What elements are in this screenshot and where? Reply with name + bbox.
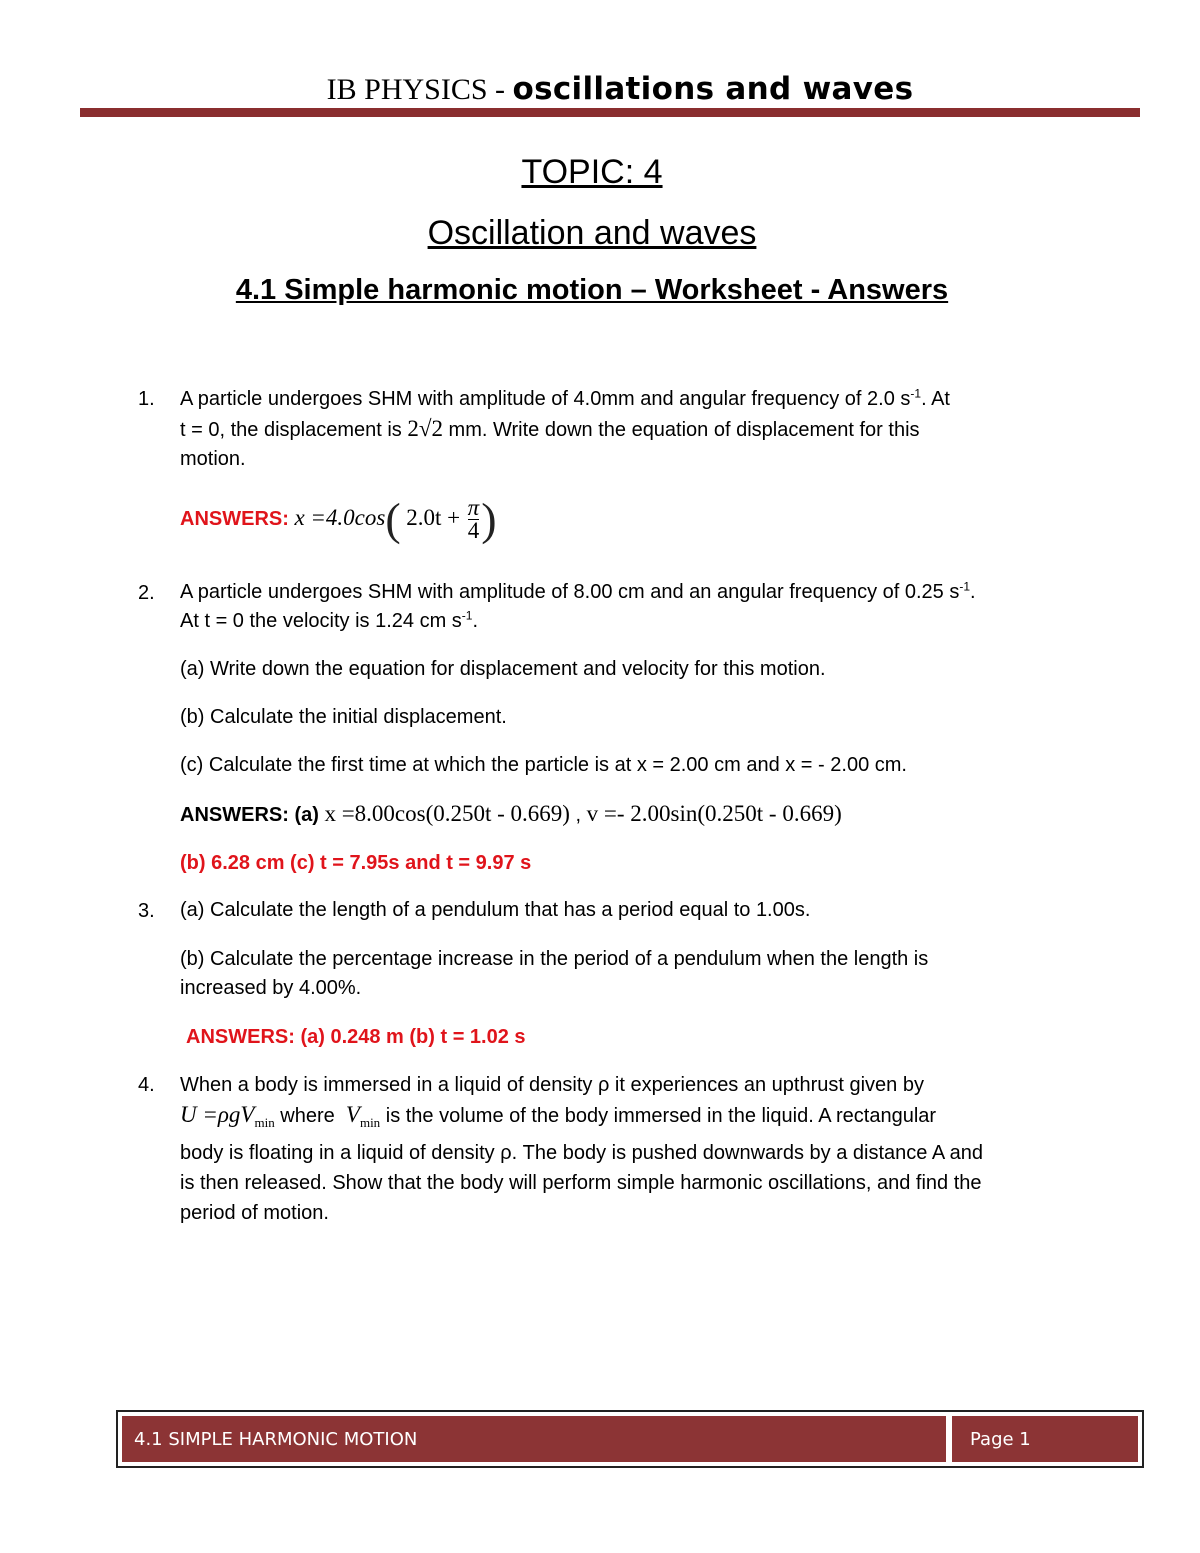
q3-part-b-line1: (b) Calculate the percentage increase in the period of a pendulum when the length is <box>180 948 929 970</box>
q2-line2-end: . <box>472 610 479 632</box>
q3-answer: ANSWERS: (a) 0.248 m (b) t = 1.02 s <box>186 1026 526 1048</box>
subtitle: 4.1 Simple harmonic motion – Worksheet - Answers <box>235 274 949 306</box>
q3-part-b <box>180 945 1080 1003</box>
q1-line2a: t = 0, the displacement is <box>180 419 402 441</box>
q4-number: 4. <box>138 1074 155 1096</box>
header-rule <box>80 108 1140 117</box>
topic-title: TOPIC: 4 <box>521 153 663 191</box>
q4-line3: body is floating in a liquid of density ρ. The body is pushed downwards by a distance A and <box>180 1142 983 1164</box>
q2-answer-x-equation: x =8.00cos(0.250t - 0.669) <box>324 801 570 826</box>
q2-answer-label: ANSWERS: (a) <box>180 804 319 826</box>
header-prefix: IB PHYSICS - <box>326 73 513 106</box>
page-footer <box>116 1410 1144 1468</box>
q4-line1: When a body is immersed in a liquid of density ρ it experiences an upthrust given by <box>180 1074 924 1096</box>
q4-text <box>180 1070 1080 1228</box>
q2-answer-a <box>180 799 1080 830</box>
q4-upthrust-subscript: min <box>254 1115 275 1130</box>
q2-line1-sup: -1 <box>959 579 971 594</box>
fraction-denominator: 4 <box>467 518 480 543</box>
q1-answer-arg: 2.0t + <box>406 504 461 530</box>
q2-line2-sup: -1 <box>461 608 473 623</box>
left-paren: ( <box>385 493 401 545</box>
q4-line4: is then released. Show that the body will perform simple harmonic oscillations, and find the <box>180 1172 982 1194</box>
q4-line2-end: is the volume of the body immersed in the liquid. A rectangular <box>385 1105 937 1127</box>
q2-answer-v-equation: v =- 2.00sin(0.250t - 0.669) <box>586 801 842 826</box>
q1-root-expression: 2√2 <box>407 416 443 441</box>
q4-volume-symbol: V <box>345 1102 360 1127</box>
q2-part-a: (a) Write down the equation for displacement and velocity for this motion. <box>180 658 826 680</box>
q1-answer-lhs: x =4.0cos <box>294 504 386 530</box>
q1-text <box>180 385 1080 474</box>
q4-line5: period of motion. <box>180 1202 329 1224</box>
q3-number: 3. <box>138 900 155 922</box>
q1-line1-end: . At <box>921 388 950 410</box>
fraction-numerator: π <box>467 495 480 520</box>
q3-part-a: (a) Calculate the length of a pendulum that has a period equal to 1.00s. <box>180 899 811 921</box>
q1-line2b: mm. Write down the equation of displacement for this <box>448 419 920 441</box>
q2-line1-end: . <box>970 581 976 603</box>
q2-line2: At t = 0 the velocity is 1.24 cm s <box>180 610 462 632</box>
q1-answer-fraction <box>468 497 480 542</box>
q2-part-c: (c) Calculate the first time at which the particle is at x = 2.00 cm and x = - 2.00 cm. <box>180 754 907 776</box>
q4-volume-subscript: min <box>359 1115 381 1130</box>
q1-line1-sup: -1 <box>910 386 922 401</box>
right-paren: ) <box>481 493 497 545</box>
q2-answer-bc: (b) 6.28 cm (c) t = 7.95s and t = 9.97 s <box>180 852 532 874</box>
q2-number: 2. <box>138 582 155 604</box>
header-suffix: oscillations and waves <box>512 71 914 107</box>
q1-answer-label: ANSWERS: <box>180 507 289 530</box>
q4-where: where <box>280 1105 335 1127</box>
q1-line3: motion. <box>180 448 246 470</box>
q1-answer <box>180 493 1080 545</box>
footer-bar <box>122 1416 1138 1462</box>
q1-line1: A particle undergoes SHM with amplitude of 4.0mm and angular frequency of 2.0 s <box>180 388 911 410</box>
q2-line1: A particle undergoes SHM with amplitude of 8.00 cm and an angular frequency of 0.25 s <box>180 581 960 603</box>
q1-number: 1. <box>138 388 155 410</box>
footer-page-number: Page 1 <box>970 1429 1031 1450</box>
q2-part-b: (b) Calculate the initial displacement. <box>180 706 507 728</box>
q4-upthrust-equation: U =ρgV <box>180 1102 255 1127</box>
main-title: Oscillation and waves <box>427 214 757 252</box>
document-header <box>0 70 1200 107</box>
q2-answer-separator: , <box>575 804 582 826</box>
footer-section-label: 4.1 SIMPLE HARMONIC MOTION <box>134 1429 418 1450</box>
q3-part-b-line2: increased by 4.00%. <box>180 977 362 999</box>
q2-text <box>180 578 1080 636</box>
